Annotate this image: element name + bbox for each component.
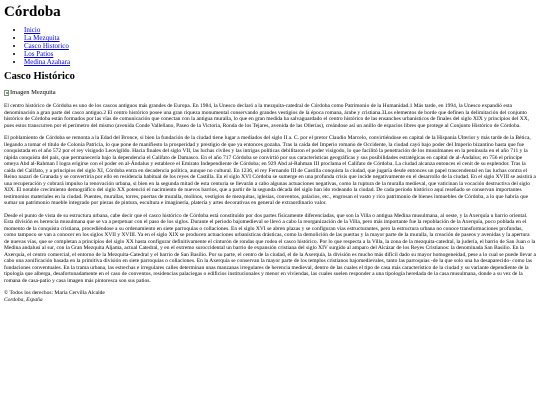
nav-link-patios[interactable]: Los Patios bbox=[24, 50, 54, 58]
nav-item-inicio bbox=[24, 26, 536, 34]
footer bbox=[4, 290, 536, 303]
nav-item-casco-historico bbox=[24, 42, 536, 50]
nav-link-inicio[interactable]: Inicio bbox=[24, 26, 41, 34]
nav-item-medina-azahara bbox=[24, 58, 536, 66]
paragraph-history: El poblamiento de Córdoba se remonta a la Edad del Bronce, si bien la fundación de la ciudad tiene lugar a mediados del siglo II a. C. por el pretor Claudio Marcelo, convirtiéndose en capital de la Hispania Ulterior y más tarde de la Bética, llegando a tomar el título de Colonia Patricia, lo que pone de manifiesto la prosperidad y prestigio de que ya entonces gozaba. Tras la caída del Imperio romano de Occidente, la ciudad cayó bajo poder del Imperio bizantino hasta que fue conquistada en el año 572 por el rey visigodo Leovigildo. Hacia finales del siglo VII, las luchas civiles y las intrigas políticas debilitaron el poder visigodo, lo que facilitó la penetración de los musulmanes en la península en el año 711 y la rápida conquista del país, que permanecería bajo la dependencia el Califato de Damasco. En el año 717 Córdoba se convirtió por sus características geográficas y sus posibilidades estratégicas en capital de al-Ándalus; en 756 el príncipe omeya Abd al-Rahman I logra erigirse con el poder en al-Ándalus y establece el Emirato Independiente de Córdoba; en 929 Abd al-Rahman III proclama el Califato de Córdoba. La ciudad alcanza entonces el cenit de su esplendor. Tras la caída del Califato, y a principios del siglo XI, Córdoba entra en decadencia política, aunque no cultural. En 1236, el rey Fernando III de Castilla conquista la ciudad, que jugaría desde entonces un papel trascendental en las luchas contra el Reino nazarí de Granada y se convertiría por ello en residencia habitual de los reyes de Castilla. En el siglo XVI Córdoba se sumerge en una profunda crisis que incide negativamente en el desarrollo de la ciudad. En el siglo XVIII se asistirá a una recuperación y cobrará impulso la renovación urbana, si bien en la segunda mitad de esta centuria se llevarán a cabo algunas actuaciones negativas, como la ruptura de la muralla medieval, que vaticinan la vocación destructiva del siglo XIX. El notable crecimiento demográfico del siglo XX potenció el nacimiento de nuevos barrios, que a partir de la segunda década del siglo han ido rodeando la ciudad. De cada periodo histórico aquí reseñado se conservan importantes testimonios materiales en la ciudad. Puentes, murallas, torres, puertas de muralla, molinos, vestigios de mezquitas, iglesias, conventos, palacios, etc., engrosan el vasto y rico patrimonio de bienes inmuebles de Córdoba, a lo que habría que sumar un patrimonio mueble integrado por piezas de pintura, escultura e imaginería, platería y artes decorativas en general de extraordinario valor. bbox=[4, 135, 536, 206]
mezquita-image bbox=[4, 89, 536, 97]
paragraph-urban-structure: Desde el punto de vista de su estructura urbana, cabe decir que el casco histórico de Córdoba está constituido por dos partes físicamente diferenciadas, que son la Villa o antigua Medina musulmana, al oeste, y la Axerquía u barrio oriental. Esta división es herencia musulmana que se va a perpetuar con el paso de los siglos. Durante el periodo bajomedieval se llevó a cabo la reorganización de la Villa, pero más importante fue la repoblación de la Axerquía, poco poblada en el momento de la conquista cristiana, procediéndose a su ordenamiento en siete parroquias o collaciones. En el siglo XVI se abren plazas y se configuran vías estructurantes, pero la estructura urbana no conoce transformaciones profundas, como tampoco se van a conocer en los siglos XVII y XVIII. Ya en el siglo XIX se producen actuaciones urbanísticas drásticas, como la demolición de las puertas y la mayor parte de la muralla, la creación de paseos y avenidas y la apertura de nuevas vías, que se completan a principios del siglo XX hasta configurar definitivamente el cinturón de rondas que rodea el casco histórico. Por lo que respecta a la Villa, la zona de la mezquita-catedral, la judería, el barrio de San Juan o la Medina andalusí al sur, con la Gran Mezquita Aljama, actual Catedral, y en el extremo suroccidental un barrio de expansión cristiana del siglo XIV surgido al amparo del Alcázar de los Reyes Cristianos: la denominada San Basilio. En la Axerquía, el centro comercial, el entorno de la Mezquita-Catedral y el barrio de San Basilio. Por su parte, el centro de la ciudad, el de la Axerquía, la división es mucho más difícil dado su mayor homogeneidad, pese a lo cual se puede llevar a cabo una zonificación basada en la primitiva división en siete parroquias o collaciones. En la Axerquía se conservan la mayor parte de los templos cristianos bajomedievales, tanto las parroquias -de la que solo una ha desaparecido- como las fundaciones conventuales. En la trama urbana, las estrechas e irregulares calles determinan unas manzanas irregulares de herencia medieval, dentro de las cuales el tipo de casa más característico de la ciudad y su variante dependiente de la tipología que alberga, desafortunadamente en el caso de conventos, residencias palaciegas o edificios institucionales y menor en viviendas, las cuales suelen responder a una tipología heredada de la casa musulmana, donde a su vez de la romana de casa-patio y casa imagen más pintoresca son sus patios. bbox=[4, 212, 536, 284]
image-alt-text: Imagen Mezquita bbox=[10, 89, 56, 96]
page-title: Córdoba bbox=[4, 4, 61, 20]
nav-item-mezquita bbox=[24, 34, 536, 42]
broken-image-icon bbox=[4, 90, 9, 96]
location-text: Cordoba, España bbox=[4, 296, 43, 303]
nav-item-patios bbox=[24, 50, 536, 58]
nav-link-casco-historico[interactable]: Casco Historico bbox=[24, 42, 69, 50]
section-title: Casco Histórico bbox=[4, 71, 75, 82]
copyright-text: © Todos los derechos: María Cervilla Alcalde bbox=[4, 290, 105, 296]
main-nav bbox=[4, 26, 536, 66]
nav-link-medina-azahara[interactable]: Medina Azahara bbox=[24, 58, 71, 66]
footer-location bbox=[4, 297, 536, 304]
paragraph-intro: El centro histórico de Córdoba es uno de los cascos antiguos más grandes de Europa. En 1984, la Unesco declaró a la mezquita-catedral de Córdoba como Patrimonio de la Humanidad.1 Más tarde, en 1994, la Unesco expandió esta denominación a gran parte del casco antiguo.2 El centro histórico posee una gran riqueza monumental conservando grandes vestigios de la época romana, árabe y cristiana.3Los elementos de borde que definen la delimitación del conjunto histórico de Córdoba están formados por las vías de comunicación que conectan con la antigua muralla, lo que en gran medida ha salvaguardado el centro histórico de las ensanches urbanísticos de finales del siglo XIX y principios del XX, pues estos transcurren por el perímetro del mismo (avenida Conde Vallellano, Paseo de la Victoria, Ronda de los Tejares, avenida de las Ollerías), creándose así un anillo de espacios libres que protege al Conjunto Histórico de Córdoba. bbox=[4, 103, 530, 129]
nav-link-mezquita[interactable]: La Mezquita bbox=[24, 34, 60, 42]
